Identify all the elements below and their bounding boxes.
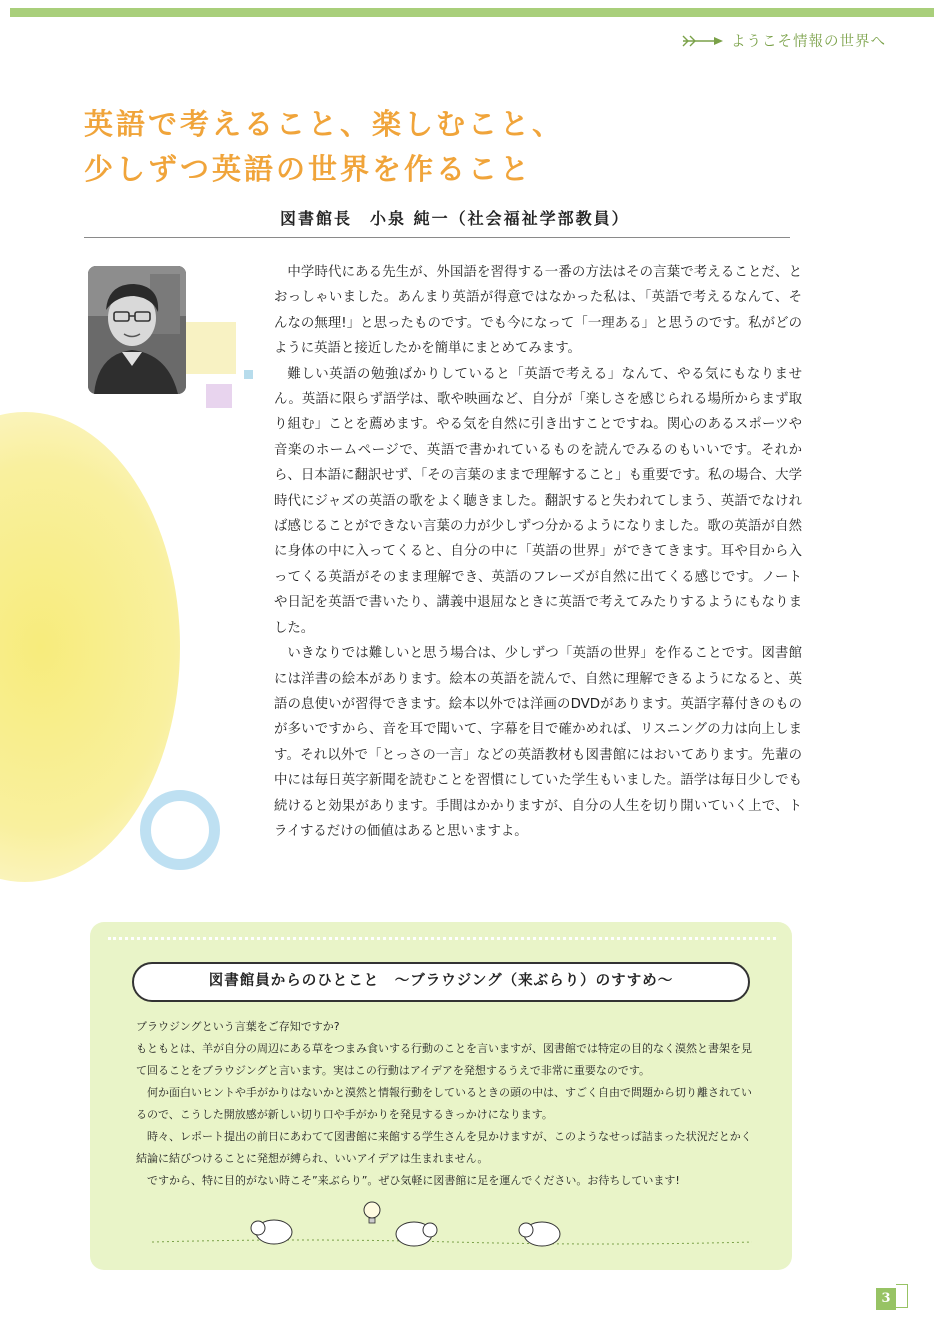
sheep-illustration <box>152 1192 752 1252</box>
sheep-icon <box>519 1222 560 1246</box>
sheep-icon <box>396 1222 437 1246</box>
arrow-icon <box>681 34 725 48</box>
article-paragraph: いきなりでは難しいと思う場合は、少しずつ「英語の世界」を作ることです。図書館には洋書の絵本があります。絵本の英語を読んで、自然に理解できるようになると、英語の息使いが習得できます。絵本以外では洋画のDVDがあります。英語字幕付きのものが多いですから、音を耳で聞いて、字幕を目で確かめれば、リスニングの力は向上します。それ以外で「とっさの一言」などの英語教材も図書館にはおいてあります。先輩の中には毎日英字新聞を読むことを習慣にしていた学生もいました。語学は毎日少しでも続けると効果があります。手間はかかりますが、自分の人生を切り開いていく上で、トライするだけの価値はあると思いますよ。 <box>274 646 802 839</box>
decorative-square <box>244 370 253 379</box>
article-paragraph: 難しい英語の勉強ばかりしていると「英語で考える」なんて、やる気にもなりません。英語に限らず語学は、歌や映画など、自分が「楽しさを感じられる場所からまず取り組む」ことを薦めます。やる気を自然に引き出すことですね。関心のあるスポーツや音楽のホームページで、英語で書かれているものを読んでみるのもいいです。それから、日本語に翻訳せず、「その言葉のままで理解すること」も重要です。私の場合、大学時代にジャズの英語の歌をよく聴きました。翻訳すると失われてしまう、英語でなければ感じることができない言葉の力が少しずつ分かるようになりました。歌の英語が自然に身体の中に入ってくると、自分の中に「英語の世界」ができてきます。耳や目から入ってくる英語がそのまま理解でき、英語のフレーズが自然に出てくる感じです。ノートや日記を英語で書いたり、講義中退屈なときに英語で考えてみたりするようにもなりました。 <box>274 366 802 636</box>
decorative-blue-ring <box>140 790 220 870</box>
author-divider <box>84 237 790 238</box>
article-title <box>84 102 564 192</box>
title-line-2: 少しずつ英語の世界を作ること <box>84 152 533 186</box>
tips-paragraph: 時々、レポート提出の前日にあわてて図書館に来館する学生さんを見かけますが、このようなせっぱ詰まった状況だとかく結論に結びつけることに発想が縛られ、いいアイデアは生まれません。 <box>136 1130 752 1165</box>
tips-body <box>136 1016 762 1192</box>
author-line: 図書館長 小泉 純一（社会福祉学部教員） <box>280 209 630 228</box>
decorative-square <box>206 384 232 408</box>
article-body <box>274 260 802 844</box>
page-number-tab <box>896 1284 908 1308</box>
section-header <box>681 30 886 51</box>
tips-title: 図書館員からのひとこと ～ブラウジング（来ぶらり）のすすめ～ <box>208 973 674 989</box>
author-portrait <box>88 266 186 394</box>
tips-paragraph: もともとは、羊が自分の周辺にある草をつまみ食いする行動のことを言いますが、図書館では特定の目的なく漠然と書架を見て回ることをブラウジングと言います。実はこの行動はアイデアを発想するうえで非常に重要なのです。 <box>136 1042 752 1077</box>
article-paragraph: 中学時代にある先生が、外国語を習得する一番の方法はその言葉で考えることだ、とおっしゃいました。あんまり英語が得意ではなかった私は、「英語で考えるなんて、そんなの無理!」と思ったものです。でも今になって「一理ある」と思うのです。私がどのように英語と接近したかを簡単にまとめてみます。 <box>274 265 802 357</box>
section-label: ようこそ情報の世界へ <box>731 34 886 50</box>
lightbulb-icon <box>364 1202 380 1223</box>
top-band <box>10 8 934 17</box>
tips-paragraph: 何か面白いヒントや手がかりはないかと漠然と情報行動をしているときの頭の中は、すごく自由で問題から切り離されているので、こうした開放感が新しい切り口や手がかりを発見するきっかけになります。 <box>136 1086 752 1121</box>
tips-paragraph: ブラウジングという言葉をご存知ですか? <box>136 1020 340 1033</box>
title-line-1: 英語で考えること、楽しむこと、 <box>84 107 565 141</box>
dotted-border <box>108 937 776 940</box>
decorative-square <box>178 322 236 374</box>
tips-paragraph: ですから、特に目的がない時こそ”来ぶらり”。ぜひ気軽に図書館に足を運んでください。お待ちしています! <box>147 1174 680 1187</box>
page-number: 3 <box>876 1288 896 1310</box>
